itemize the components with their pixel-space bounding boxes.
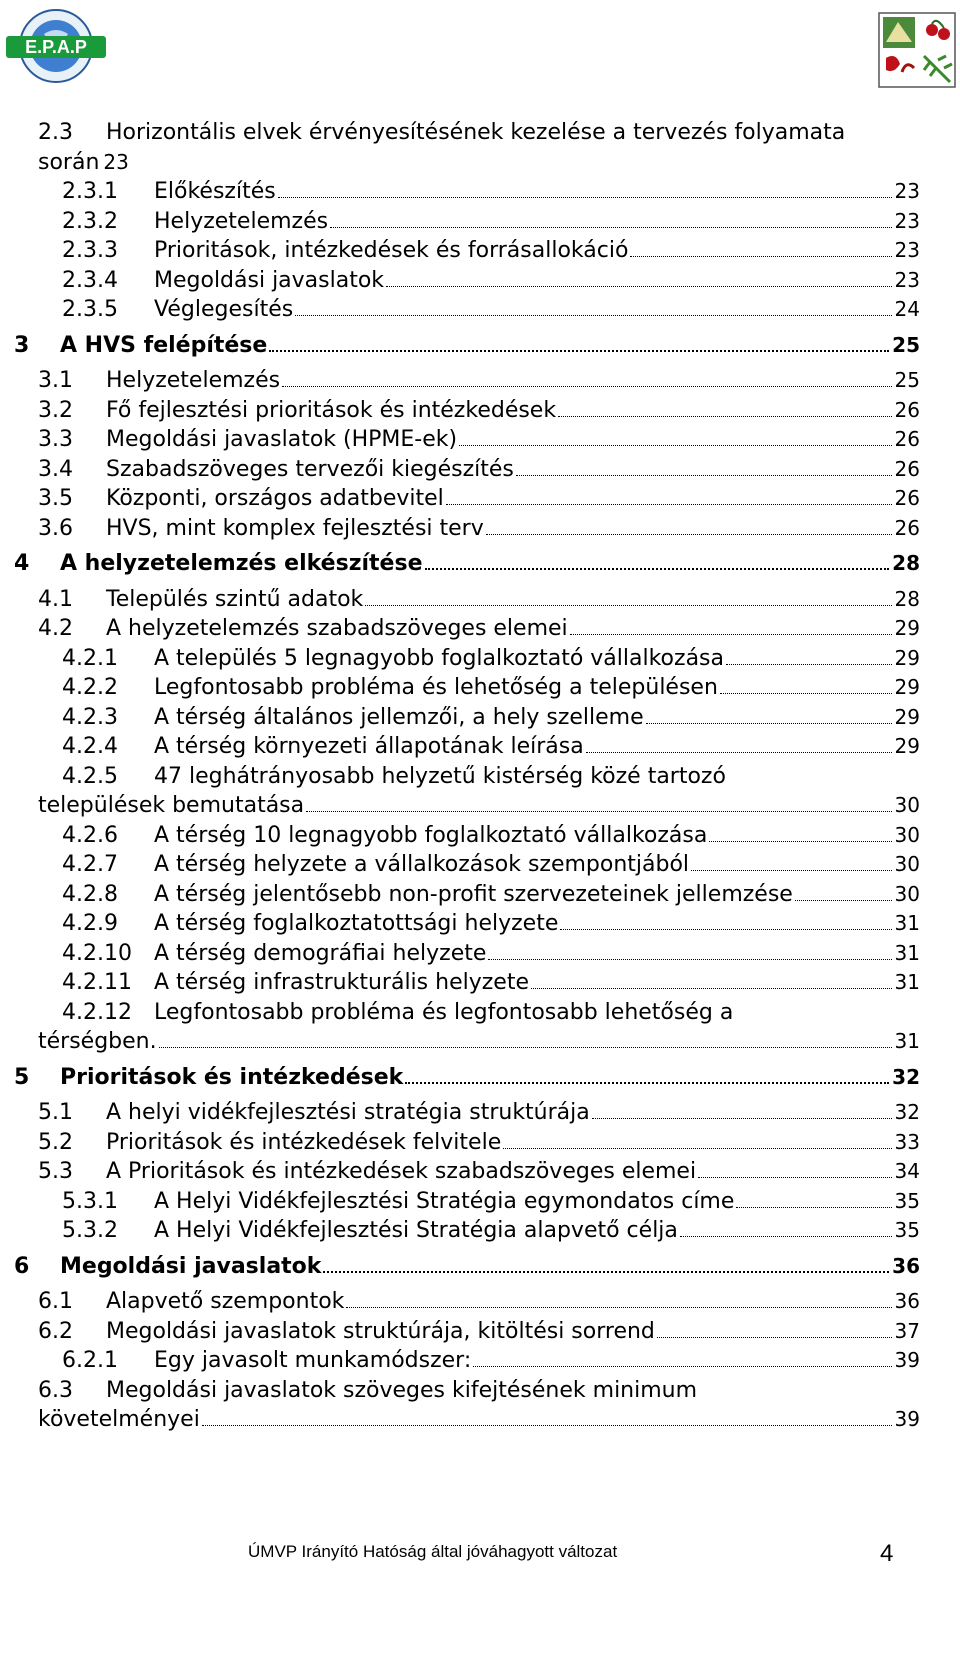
toc-entry-page: 24 <box>894 297 920 321</box>
toc-leader-dots <box>323 1271 889 1273</box>
toc-leader-dots <box>446 504 892 505</box>
toc-entry-title: A térség 10 legnagyobb foglalkoztató vállalkozása <box>154 822 708 848</box>
toc-entry-page: 26 <box>894 427 920 451</box>
toc-entry-number: 4.2.4 <box>62 734 118 759</box>
toc-entry-title: Megoldási javaslatok szöveges kifejtésének minimum <box>106 1377 698 1403</box>
toc-entry-3[interactable] <box>0 331 960 361</box>
toc-entry-page: 28 <box>892 551 920 575</box>
toc-entry-title: A Helyi Vidékfejlesztési Stratégia egymondatos címe <box>154 1188 735 1214</box>
toc-entry-number: 3.5 <box>38 486 73 511</box>
toc-leader-dots <box>159 1047 892 1048</box>
epap-logo <box>4 6 108 84</box>
toc-leader-dots <box>720 693 892 694</box>
toc-entry-title: HVS, mint komplex fejlesztési terv <box>106 515 484 541</box>
toc-entry-title: Megoldási javaslatok struktúrája, kitöltési sorrend <box>106 1318 655 1344</box>
toc-entry-number: 4.2.9 <box>62 911 118 936</box>
fruit-leaf-logo <box>878 12 956 88</box>
toc-entry-number: 4.2.3 <box>62 704 118 730</box>
toc-entry-4-2-2[interactable] <box>0 673 960 703</box>
toc-leader-dots <box>269 350 889 352</box>
toc-entry-2-3[interactable] <box>0 118 960 177</box>
toc-entry-title: A Helyi Vidékfejlesztési Stratégia alapvető célja <box>154 1218 678 1243</box>
toc-entry-page: 23 <box>894 238 920 262</box>
toc-entry-number: 3.2 <box>38 397 73 423</box>
toc-entry-number: 5 <box>14 1064 30 1090</box>
toc-entry-4-2-10[interactable] <box>0 939 960 969</box>
toc-leader-dots <box>709 841 891 842</box>
toc-entry-page: 26 <box>894 486 920 510</box>
toc-entry-page: 32 <box>894 1100 920 1124</box>
toc-entry-2-3-2[interactable] <box>0 207 960 237</box>
toc-entry-3-6[interactable] <box>0 514 960 544</box>
toc-entry-page: 35 <box>894 1218 920 1242</box>
toc-entry-title: A térség foglalkoztatottsági helyzete <box>154 911 559 936</box>
table-of-contents <box>0 118 960 1435</box>
toc-entry-4-2-4[interactable] <box>0 732 960 762</box>
toc-entry-title: A helyzetelemzés szabadszöveges elemei <box>106 616 568 641</box>
toc-entry-number: 2.3.1 <box>62 179 118 204</box>
toc-entry-number: 5.3.1 <box>62 1188 118 1214</box>
toc-entry-number: 4.2 <box>38 616 73 641</box>
toc-leader-dots <box>657 1337 892 1338</box>
toc-leader-dots <box>425 568 890 570</box>
toc-entry-5-1[interactable] <box>0 1098 960 1128</box>
toc-entry-title: Prioritások, intézkedések és forrásallokáció <box>154 238 629 263</box>
toc-entry-title: A település 5 legnagyobb foglalkoztató vállalkozása <box>154 645 724 671</box>
toc-leader-dots <box>282 386 891 387</box>
toc-entry-number: 6.1 <box>38 1289 73 1314</box>
toc-entry-2-3-4[interactable] <box>0 266 960 296</box>
toc-entry-5-3[interactable] <box>0 1157 960 1187</box>
toc-entry-page: 39 <box>894 1407 920 1431</box>
toc-leader-dots <box>680 1236 892 1237</box>
toc-entry-number: 5.3 <box>38 1159 73 1184</box>
toc-entry-6[interactable] <box>0 1252 960 1282</box>
toc-entry-page: 34 <box>894 1159 920 1183</box>
toc-entry-title: Központi, országos adatbevitel <box>106 486 444 511</box>
toc-entry-number: 2.3.2 <box>62 208 118 234</box>
toc-entry-page: 33 <box>894 1129 920 1154</box>
toc-entry-title: 47 leghátrányosabb helyzetű kistérség közé tartozó <box>154 763 726 789</box>
toc-entry-number: 5.1 <box>38 1100 73 1125</box>
toc-entry-page: 36 <box>892 1253 920 1278</box>
toc-entry-4-2-6[interactable] <box>0 821 960 851</box>
toc-leader-dots <box>586 752 892 753</box>
toc-entry-number: 6.3 <box>38 1377 73 1403</box>
toc-entry-title: Véglegesítés <box>154 297 294 322</box>
toc-entry-page: 28 <box>894 586 920 611</box>
toc-entry-title: Horizontális elvek érvényesítésének kezelése a tervezés folyamata <box>106 120 846 145</box>
toc-entry-page: 37 <box>894 1318 920 1343</box>
toc-entry-title: Megoldási javaslatok (HPME-ek) <box>106 427 458 452</box>
toc-entry-number: 5.2 <box>38 1129 73 1155</box>
toc-entry-title: Megoldási javaslatok <box>154 267 385 293</box>
toc-entry-number: 3 <box>14 332 30 358</box>
toc-entry-number: 4.2.2 <box>62 675 118 700</box>
toc-entry-number: 4.2.7 <box>62 852 118 877</box>
toc-entry-title-continued: települések bemutatása <box>38 793 305 818</box>
toc-entry-number: 4.2.5 <box>62 763 118 789</box>
toc-leader-dots <box>592 1118 892 1119</box>
toc-entry-number: 2.3.4 <box>62 267 118 293</box>
toc-entry-number: 4.1 <box>38 586 73 612</box>
toc-entry-title: Fő fejlesztési prioritások és intézkedések <box>106 397 557 423</box>
toc-entry-title: Helyzetelemzés <box>106 368 281 393</box>
toc-leader-dots <box>278 197 892 198</box>
toc-entry-page: 25 <box>894 368 920 392</box>
toc-leader-dots <box>459 445 891 446</box>
toc-entry-page: 26 <box>894 397 920 422</box>
toc-entry-title: Helyzetelemzés <box>154 208 329 234</box>
toc-entry-5-3-2[interactable] <box>0 1216 960 1246</box>
toc-entry-number: 3.4 <box>38 456 73 482</box>
toc-entry-5-3-1[interactable] <box>0 1187 960 1217</box>
toc-leader-dots <box>795 900 892 901</box>
toc-entry-number: 2.3.5 <box>62 297 118 322</box>
toc-entry-page: 29 <box>894 675 920 699</box>
toc-entry-title-continued: során <box>38 149 100 175</box>
toc-leader-dots <box>630 256 891 257</box>
toc-entry-page: 29 <box>894 704 920 729</box>
toc-entry-6-2-1[interactable] <box>0 1346 960 1376</box>
toc-entry-number: 6 <box>14 1253 30 1279</box>
toc-entry-title: A térség jelentősebb non-profit szervezeteinek jellemzése <box>154 881 793 907</box>
toc-leader-dots <box>558 416 891 417</box>
toc-entry-page: 26 <box>894 456 920 481</box>
toc-entry-4-2[interactable] <box>0 614 960 644</box>
toc-entry-4-2-7[interactable] <box>0 850 960 880</box>
toc-entry-page: 32 <box>892 1064 920 1089</box>
toc-entry-page: 23 <box>894 179 920 203</box>
toc-leader-dots <box>726 664 892 665</box>
toc-entry-number: 2.3.3 <box>62 238 118 263</box>
toc-leader-dots <box>365 605 891 606</box>
toc-entry-page: 31 <box>894 970 920 994</box>
footer-page-number: 4 <box>880 1540 894 1567</box>
toc-entry-title-continued: térségben. <box>38 1029 157 1054</box>
footer-text: ÚMVP Irányító Hatóság által jóváhagyott változat <box>248 1542 618 1561</box>
toc-entry-title-continued: követelményei <box>38 1407 200 1432</box>
epap-logo-text: E.P.A.P <box>25 37 87 57</box>
toc-leader-dots <box>488 959 891 960</box>
toc-leader-dots <box>698 1177 891 1178</box>
toc-entry-title: Előkészítés <box>154 179 276 204</box>
toc-leader-dots <box>736 1207 891 1208</box>
toc-list <box>0 177 960 1435</box>
toc-entry-page: 36 <box>894 1289 920 1313</box>
toc-entry-title: A helyi vidékfejlesztési stratégia struktúrája <box>106 1100 590 1125</box>
toc-entry-title: Település szintű adatok <box>106 586 364 612</box>
toc-entry-title: A HVS felépítése <box>60 332 268 358</box>
toc-entry-title: A Prioritások és intézkedések szabadszöveges elemei <box>106 1159 697 1184</box>
toc-entry-title: A helyzetelemzés elkészítése <box>60 551 423 576</box>
toc-entry-3-3[interactable] <box>0 425 960 455</box>
toc-leader-dots <box>202 1425 892 1426</box>
toc-entry-page: 31 <box>894 940 920 965</box>
toc-entry-number: 3.6 <box>38 515 73 541</box>
toc-entry-3-1[interactable] <box>0 366 960 396</box>
toc-entry-title: A térség környezeti állapotának leírása <box>154 734 584 759</box>
toc-leader-dots <box>306 811 891 812</box>
toc-leader-dots <box>473 1366 891 1367</box>
toc-entry-title: A térség infrastrukturális helyzete <box>154 970 529 995</box>
toc-entry-title: Prioritások és intézkedések <box>60 1064 404 1090</box>
toc-leader-dots <box>646 723 892 724</box>
toc-entry-page: 29 <box>894 734 920 758</box>
toc-entry-title: Legfontosabb probléma és legfontosabb lehetőség a <box>154 999 734 1025</box>
toc-entry-page: 26 <box>894 515 920 540</box>
toc-leader-dots <box>346 1307 891 1308</box>
toc-leader-dots <box>405 1082 889 1084</box>
toc-entry-title: Egy javasolt munkamódszer: <box>154 1348 472 1373</box>
toc-entry-number: 4.2.1 <box>62 645 118 671</box>
toc-entry-4-2-9[interactable] <box>0 909 960 939</box>
toc-entry-3-2[interactable] <box>0 396 960 426</box>
toc-entry-4-2-3[interactable] <box>0 703 960 733</box>
toc-entry-number: 4 <box>14 551 30 576</box>
toc-leader-dots <box>516 475 892 476</box>
toc-entry-5[interactable] <box>0 1063 960 1093</box>
toc-entry-2-3-1[interactable] <box>0 177 960 207</box>
toc-entry-3-5[interactable] <box>0 484 960 514</box>
toc-entry-number: 2.3 <box>38 120 73 145</box>
toc-leader-dots <box>503 1148 891 1149</box>
toc-entry-number: 4.2.6 <box>62 822 118 848</box>
toc-entry-title: A térség helyzete a vállalkozások szempontjából <box>154 852 690 877</box>
toc-entry-5-2[interactable] <box>0 1128 960 1158</box>
toc-entry-number: 4.2.10 <box>62 940 132 966</box>
toc-entry-page: 23 <box>103 149 129 174</box>
toc-entry-page: 25 <box>892 332 920 357</box>
toc-entry-page: 35 <box>894 1188 920 1213</box>
toc-entry-title: Alapvető szempontok <box>106 1289 345 1314</box>
toc-entry-4-2-12[interactable] <box>0 998 960 1057</box>
toc-leader-dots <box>531 988 892 989</box>
toc-entry-2-3-3[interactable] <box>0 236 960 266</box>
toc-leader-dots <box>691 870 892 871</box>
toc-entry-title: Megoldási javaslatok <box>60 1253 322 1279</box>
toc-leader-dots <box>330 227 891 228</box>
toc-entry-page: 29 <box>894 645 920 670</box>
toc-entry-6-1[interactable] <box>0 1287 960 1317</box>
toc-entry-page: 23 <box>894 267 920 292</box>
toc-entry-number: 6.2 <box>38 1318 73 1344</box>
toc-leader-dots <box>295 315 891 316</box>
toc-entry-page: 39 <box>894 1348 920 1372</box>
toc-entry-6-3[interactable] <box>0 1376 960 1435</box>
toc-entry-title: Legfontosabb probléma és lehetőség a településen <box>154 675 718 700</box>
toc-entry-4-2-11[interactable] <box>0 968 960 998</box>
toc-entry-4-2-5[interactable] <box>0 762 960 821</box>
toc-entry-page: 30 <box>894 793 920 817</box>
toc-entry-4-1[interactable] <box>0 585 960 615</box>
toc-entry-number: 4.2.11 <box>62 970 132 995</box>
toc-entry-4-2-8[interactable] <box>0 880 960 910</box>
toc-entry-page: 23 <box>894 208 920 233</box>
toc-leader-dots <box>386 286 892 287</box>
toc-entry-number: 3.3 <box>38 427 73 452</box>
toc-entry-2-3-5[interactable] <box>0 295 960 325</box>
toc-entry-number: 4.2.8 <box>62 881 118 907</box>
toc-entry-title: A térség demográfiai helyzete <box>154 940 487 966</box>
toc-leader-dots <box>560 929 891 930</box>
toc-entry-page: 30 <box>894 852 920 876</box>
toc-entry-page: 29 <box>894 616 920 640</box>
toc-entry-6-2[interactable] <box>0 1317 960 1347</box>
toc-entry-number: 5.3.2 <box>62 1218 118 1243</box>
toc-entry-page: 31 <box>894 1029 920 1053</box>
toc-entry-4[interactable] <box>0 549 960 579</box>
toc-entry-page: 30 <box>894 822 920 847</box>
toc-leader-dots <box>486 534 892 535</box>
toc-entry-number: 4.2.12 <box>62 999 132 1025</box>
toc-entry-3-4[interactable] <box>0 455 960 485</box>
toc-entry-page: 30 <box>894 881 920 906</box>
toc-entry-title: Szabadszöveges tervezői kiegészítés <box>106 456 514 482</box>
toc-entry-page: 31 <box>894 911 920 935</box>
toc-entry-title: A térség általános jellemzői, a hely szelleme <box>154 704 644 730</box>
toc-entry-4-2-1[interactable] <box>0 644 960 674</box>
toc-entry-title: Prioritások és intézkedések felvitele <box>106 1129 502 1155</box>
toc-leader-dots <box>570 634 892 635</box>
toc-entry-number: 3.1 <box>38 368 73 393</box>
toc-entry-number: 6.2.1 <box>62 1348 118 1373</box>
